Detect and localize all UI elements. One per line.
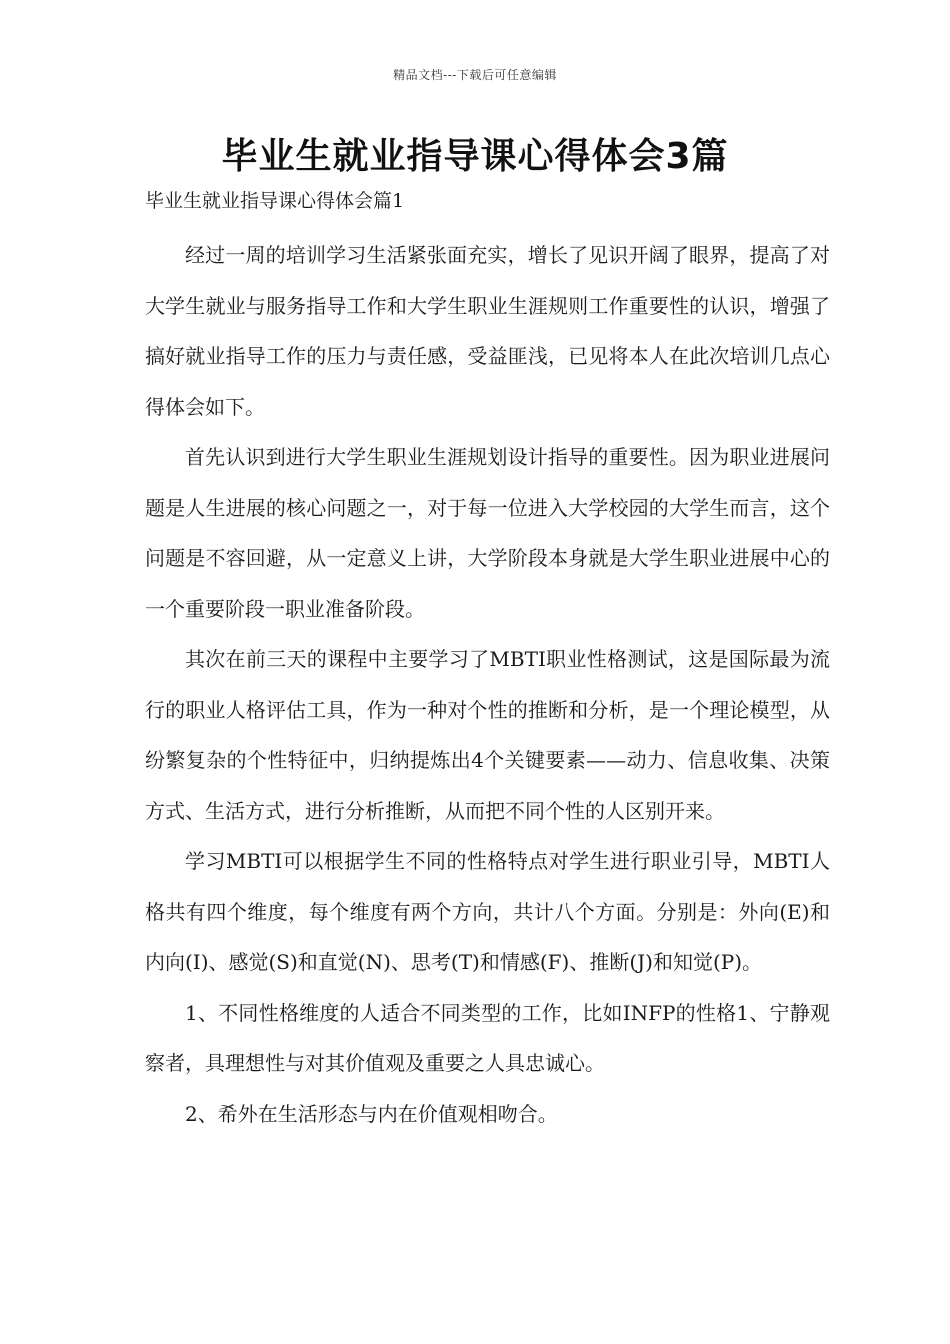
paragraph-1: 经过一周的培训学习生活紧张面充实，增长了见识开阔了眼界，提高了对大学生就业与服务指导工作和大学生职业生涯规则工作重要性的认识，增强了搞好就业指导工作的压力与责任感，受益匪浅，已见将本人在此次培训几点心得体会如下。: [145, 243, 830, 419]
document-body: [145, 184, 830, 1139]
header-note: 精品文档---下载后可任意编辑: [393, 68, 557, 82]
document-title: 毕业生就业指导课心得体会3篇: [221, 136, 729, 177]
paragraph-5: 1、不同性格维度的人适合不同类型的工作，比如INFP的性格1、宁静观察者，具理想性与对其价值观及重要之人具忠诚心。: [145, 1000, 830, 1075]
paragraph-3: 其次在前三天的课程中主要学习了MBTI职业性格测试，这是国际最为流行的职业人格评估工具，作为一种对个性的推断和分析，是一个理论模型，从纷繁复杂的个性特征中，归纳提炼出4个关键要素——动力、信息收集、决策方式、生活方式，进行分析推断，从而把不同个性的人区别开来。: [145, 647, 830, 823]
paragraph-4: 学习MBTI可以根据学生不同的性格特点对学生进行职业引导，MBTI人格共有四个维度，每个维度有两个方向，共计八个方面。分别是：外向(E)和内向(I)、感觉(S)和直觉(N)、思考(T)和情感(F)、推断(J)和知觉(P)。: [145, 849, 830, 974]
paragraph-2: 首先认识到进行大学生职业生涯规划设计指导的重要性。因为职业进展问题是人生进展的核心问题之一，对于每一位进入大学校园的大学生而言，这个问题是不容回避，从一定意义上讲，大学阶段本身就是大学生职业进展中心的一个重要阶段一职业准备阶段。: [145, 445, 830, 621]
section-subtitle: 毕业生就业指导课心得体会篇1: [145, 190, 405, 212]
paragraph-6: 2、希外在生活形态与内在价值观相吻合。: [185, 1101, 558, 1126]
